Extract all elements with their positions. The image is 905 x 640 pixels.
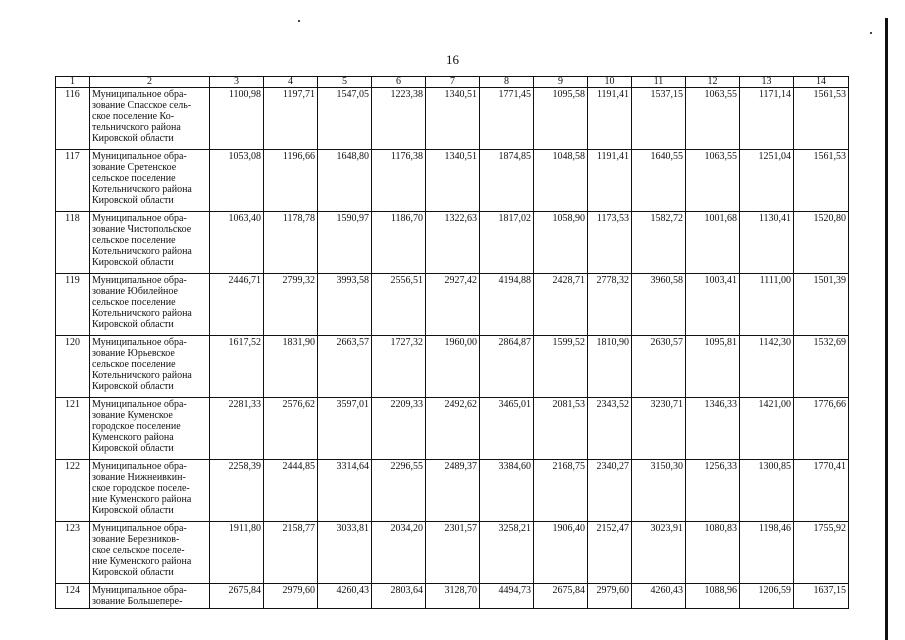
- value-cell: 1171,14: [740, 88, 794, 150]
- row-number: 119: [56, 274, 90, 336]
- value-cell: 3597,01: [318, 398, 372, 460]
- value-cell: 1191,41: [588, 88, 632, 150]
- value-cell: 2444,85: [264, 460, 318, 522]
- value-cell: 1191,41: [588, 150, 632, 212]
- scan-speck: [870, 32, 872, 34]
- value-cell: 2343,52: [588, 398, 632, 460]
- row-number: 124: [56, 584, 90, 609]
- value-cell: 1520,80: [794, 212, 849, 274]
- column-header: 14: [794, 77, 849, 88]
- municipality-name: Муниципальное обра- зование Куменское городское поселение Куменского района Кировской области: [90, 398, 210, 460]
- value-cell: 1186,70: [372, 212, 426, 274]
- value-cell: 1755,92: [794, 522, 849, 584]
- column-header: 8: [480, 77, 534, 88]
- column-header: 12: [686, 77, 740, 88]
- value-cell: 2799,32: [264, 274, 318, 336]
- table-row: [56, 336, 849, 398]
- value-cell: 1003,41: [686, 274, 740, 336]
- value-cell: 2556,51: [372, 274, 426, 336]
- value-cell: 2630,57: [632, 336, 686, 398]
- row-number: 123: [56, 522, 90, 584]
- value-cell: 2340,27: [588, 460, 632, 522]
- value-cell: 1532,69: [794, 336, 849, 398]
- municipality-name: Муниципальное обра- зование Юбилейное сельское поселение Котельничского района Кировской области: [90, 274, 210, 336]
- value-cell: 1300,85: [740, 460, 794, 522]
- value-cell: 2209,33: [372, 398, 426, 460]
- scan-speck: [298, 20, 300, 22]
- value-cell: 1770,41: [794, 460, 849, 522]
- value-cell: 1561,53: [794, 150, 849, 212]
- value-cell: 1776,66: [794, 398, 849, 460]
- value-cell: 2979,60: [264, 584, 318, 609]
- value-cell: 2803,64: [372, 584, 426, 609]
- value-cell: 1196,66: [264, 150, 318, 212]
- value-cell: 2081,53: [534, 398, 588, 460]
- column-header: 5: [318, 77, 372, 88]
- value-cell: 1178,78: [264, 212, 318, 274]
- column-header: 3: [210, 77, 264, 88]
- value-cell: 1111,00: [740, 274, 794, 336]
- value-cell: 1197,71: [264, 88, 318, 150]
- value-cell: 1590,97: [318, 212, 372, 274]
- value-cell: 1960,00: [426, 336, 480, 398]
- margin-rule: [885, 18, 888, 640]
- value-cell: 3150,30: [632, 460, 686, 522]
- value-cell: 1173,53: [588, 212, 632, 274]
- value-cell: 3033,81: [318, 522, 372, 584]
- table-row: [56, 88, 849, 150]
- value-cell: 2864,87: [480, 336, 534, 398]
- municipality-name: Муниципальное обра- зование Сретенское сельское поселение Котельничского района Кировской области: [90, 150, 210, 212]
- value-cell: 3993,58: [318, 274, 372, 336]
- value-cell: 3230,71: [632, 398, 686, 460]
- value-cell: 1599,52: [534, 336, 588, 398]
- row-number: 118: [56, 212, 90, 274]
- municipality-name: Муниципальное обра- зование Чистопольское сельское поселение Котельничского района Кировской области: [90, 212, 210, 274]
- value-cell: 3960,58: [632, 274, 686, 336]
- value-cell: 1206,59: [740, 584, 794, 609]
- value-cell: 2576,62: [264, 398, 318, 460]
- value-cell: 2927,42: [426, 274, 480, 336]
- column-header: 4: [264, 77, 318, 88]
- value-cell: 1223,38: [372, 88, 426, 150]
- value-cell: 1095,58: [534, 88, 588, 150]
- municipality-name: Муниципальное обра- зование Нижнеивкин- ское городское поселе- ние Куменского района Кировской области: [90, 460, 210, 522]
- value-cell: 4494,73: [480, 584, 534, 609]
- value-cell: 2158,77: [264, 522, 318, 584]
- column-header: 13: [740, 77, 794, 88]
- value-cell: 1582,72: [632, 212, 686, 274]
- header-row: [56, 77, 849, 88]
- value-cell: 1322,63: [426, 212, 480, 274]
- data-table: [55, 76, 849, 609]
- value-cell: 1176,38: [372, 150, 426, 212]
- value-cell: 1727,32: [372, 336, 426, 398]
- value-cell: 1063,55: [686, 88, 740, 150]
- value-cell: 2428,71: [534, 274, 588, 336]
- municipality-name: Муниципальное обра- зование Большепере-: [90, 584, 210, 609]
- value-cell: 1088,96: [686, 584, 740, 609]
- municipality-name: Муниципальное обра- зование Березников- ское сельское поселе- ние Куменского района Кировской области: [90, 522, 210, 584]
- row-number: 116: [56, 88, 90, 150]
- value-cell: 1256,33: [686, 460, 740, 522]
- table-body: [56, 88, 849, 609]
- value-cell: 1142,30: [740, 336, 794, 398]
- value-cell: 4194,88: [480, 274, 534, 336]
- table-row: [56, 212, 849, 274]
- value-cell: 2281,33: [210, 398, 264, 460]
- page-number: 16: [446, 52, 459, 67]
- value-cell: 3128,70: [426, 584, 480, 609]
- value-cell: 2492,62: [426, 398, 480, 460]
- value-cell: 2296,55: [372, 460, 426, 522]
- value-cell: 1831,90: [264, 336, 318, 398]
- column-header: 1: [56, 77, 90, 88]
- column-header: 10: [588, 77, 632, 88]
- value-cell: 4260,43: [318, 584, 372, 609]
- municipality-name: Муниципальное обра- зование Спасское сель- ское поселение Ко- тельничского района Кировской области: [90, 88, 210, 150]
- value-cell: 1561,53: [794, 88, 849, 150]
- value-cell: 2152,47: [588, 522, 632, 584]
- table-row: [56, 398, 849, 460]
- value-cell: 1100,98: [210, 88, 264, 150]
- value-cell: 2675,84: [534, 584, 588, 609]
- value-cell: 1080,83: [686, 522, 740, 584]
- value-cell: 1063,55: [686, 150, 740, 212]
- value-cell: 1537,15: [632, 88, 686, 150]
- value-cell: 1001,68: [686, 212, 740, 274]
- value-cell: 1617,52: [210, 336, 264, 398]
- value-cell: 3258,21: [480, 522, 534, 584]
- table-row: [56, 522, 849, 584]
- value-cell: 1063,40: [210, 212, 264, 274]
- municipality-name: Муниципальное обра- зование Юрьевское сельское поселение Котельничского района Кировской области: [90, 336, 210, 398]
- value-cell: 2489,37: [426, 460, 480, 522]
- value-cell: 1547,05: [318, 88, 372, 150]
- column-header: 6: [372, 77, 426, 88]
- value-cell: 1640,55: [632, 150, 686, 212]
- value-cell: 2663,57: [318, 336, 372, 398]
- row-number: 120: [56, 336, 90, 398]
- value-cell: 4260,43: [632, 584, 686, 609]
- value-cell: 2034,20: [372, 522, 426, 584]
- value-cell: 1501,39: [794, 274, 849, 336]
- value-cell: 1906,40: [534, 522, 588, 584]
- value-cell: 1771,45: [480, 88, 534, 150]
- value-cell: 1874,85: [480, 150, 534, 212]
- value-cell: 2675,84: [210, 584, 264, 609]
- value-cell: 1637,15: [794, 584, 849, 609]
- table-row: [56, 584, 849, 609]
- row-number: 117: [56, 150, 90, 212]
- column-header: 11: [632, 77, 686, 88]
- value-cell: 1817,02: [480, 212, 534, 274]
- row-number: 122: [56, 460, 90, 522]
- value-cell: 2446,71: [210, 274, 264, 336]
- value-cell: 2258,39: [210, 460, 264, 522]
- table-row: [56, 274, 849, 336]
- value-cell: 1048,58: [534, 150, 588, 212]
- value-cell: 2778,32: [588, 274, 632, 336]
- value-cell: 1340,51: [426, 88, 480, 150]
- value-cell: 1340,51: [426, 150, 480, 212]
- column-header: 2: [90, 77, 210, 88]
- table-row: [56, 460, 849, 522]
- value-cell: 2979,60: [588, 584, 632, 609]
- value-cell: 1810,90: [588, 336, 632, 398]
- value-cell: 3023,91: [632, 522, 686, 584]
- value-cell: 1648,80: [318, 150, 372, 212]
- value-cell: 1053,08: [210, 150, 264, 212]
- value-cell: 3384,60: [480, 460, 534, 522]
- value-cell: 2168,75: [534, 460, 588, 522]
- value-cell: 1130,41: [740, 212, 794, 274]
- table-row: [56, 150, 849, 212]
- value-cell: 1198,46: [740, 522, 794, 584]
- value-cell: 1346,33: [686, 398, 740, 460]
- value-cell: 3465,01: [480, 398, 534, 460]
- value-cell: 1058,90: [534, 212, 588, 274]
- row-number: 121: [56, 398, 90, 460]
- column-header: 9: [534, 77, 588, 88]
- value-cell: 1095,81: [686, 336, 740, 398]
- value-cell: 1421,00: [740, 398, 794, 460]
- value-cell: 3314,64: [318, 460, 372, 522]
- value-cell: 1251,04: [740, 150, 794, 212]
- value-cell: 1911,80: [210, 522, 264, 584]
- column-header: 7: [426, 77, 480, 88]
- value-cell: 2301,57: [426, 522, 480, 584]
